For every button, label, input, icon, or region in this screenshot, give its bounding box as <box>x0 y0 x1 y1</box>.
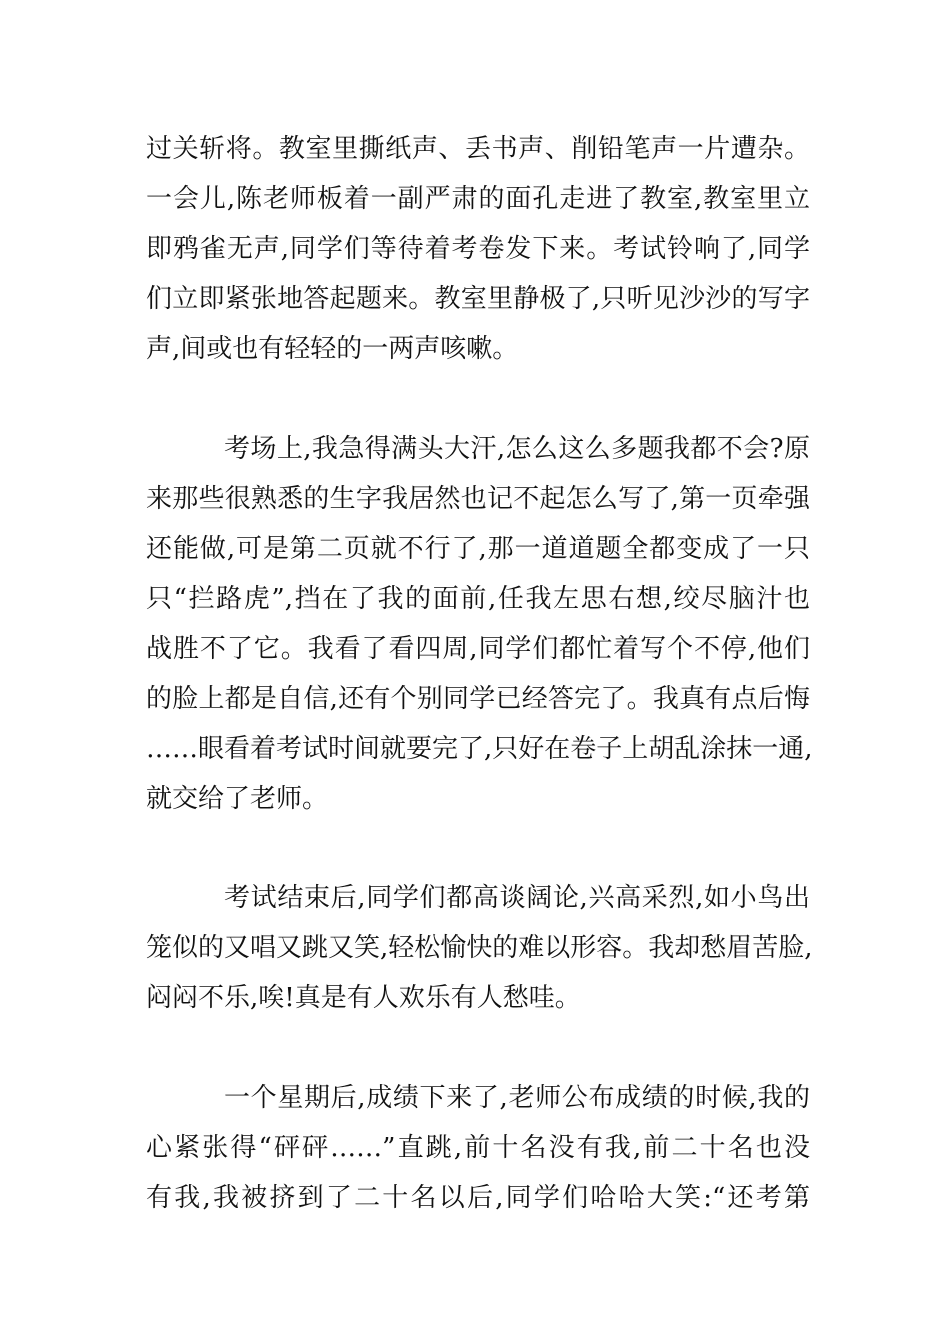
paragraph-line: 还能做,可是第二页就不行了,那一道道题全都变成了一只 <box>146 534 810 564</box>
paragraph-line: 声,间或也有轻轻的一两声咳嗽。 <box>146 334 519 364</box>
paragraph-4 <box>146 1073 810 1223</box>
paragraph-3 <box>146 873 813 1023</box>
paragraph-1 <box>146 124 810 374</box>
paragraph-line: 的脸上都是自信,还有个别同学已经答完了。我真有点后悔 <box>146 684 810 714</box>
paragraph-line: 考试结束后,同学们都高谈阔论,兴高采烈,如小鸟出 <box>224 883 810 913</box>
paragraph-line: 战胜不了它。我看了看四周,同学们都忙着写个不停,他们 <box>146 634 810 664</box>
paragraph-line: 来那些很熟悉的生字我居然也记不起怎么写了,第一页牵强 <box>146 484 810 514</box>
paragraph-2 <box>146 424 813 824</box>
paragraph-line: 即鸦雀无声,同学们等待着考卷发下来。考试铃响了,同学 <box>146 234 810 264</box>
paragraph-line: 心紧张得“砰砰……”直跳,前十名没有我,前二十名也没 <box>146 1133 810 1163</box>
paragraph-line: 就交给了老师。 <box>146 784 329 814</box>
paragraph-line: 一个星期后,成绩下来了,老师公布成绩的时候,我的 <box>224 1083 810 1113</box>
paragraph-line: ……眼看着考试时间就要完了,只好在卷子上胡乱涂抹一通, <box>146 734 813 764</box>
paragraph-line: 有我,我被挤到了二十名以后,同学们哈哈大笑:“还考第 <box>146 1183 810 1213</box>
paragraph-line: 们立即紧张地答起题来。教室里静极了,只听见沙沙的写字 <box>146 284 810 314</box>
paragraph-line: 过关斩将。教室里撕纸声、丢书声、削铅笔声一片遭杂。 <box>146 134 810 164</box>
paragraph-line: 只“拦路虎”,挡在了我的面前,任我左思右想,绞尽脑汁也 <box>146 584 810 614</box>
paragraph-line: 笼似的又唱又跳又笑,轻松愉快的难以形容。我却愁眉苦脸, <box>146 933 813 963</box>
paragraph-line: 闷闷不乐,唉!真是有人欢乐有人愁哇。 <box>146 983 581 1013</box>
paragraph-line: 一会儿,陈老师板着一副严肃的面孔走进了教室,教室里立 <box>146 184 810 214</box>
paragraph-line: 考场上,我急得满头大汗,怎么这么多题我都不会?原 <box>224 434 810 464</box>
